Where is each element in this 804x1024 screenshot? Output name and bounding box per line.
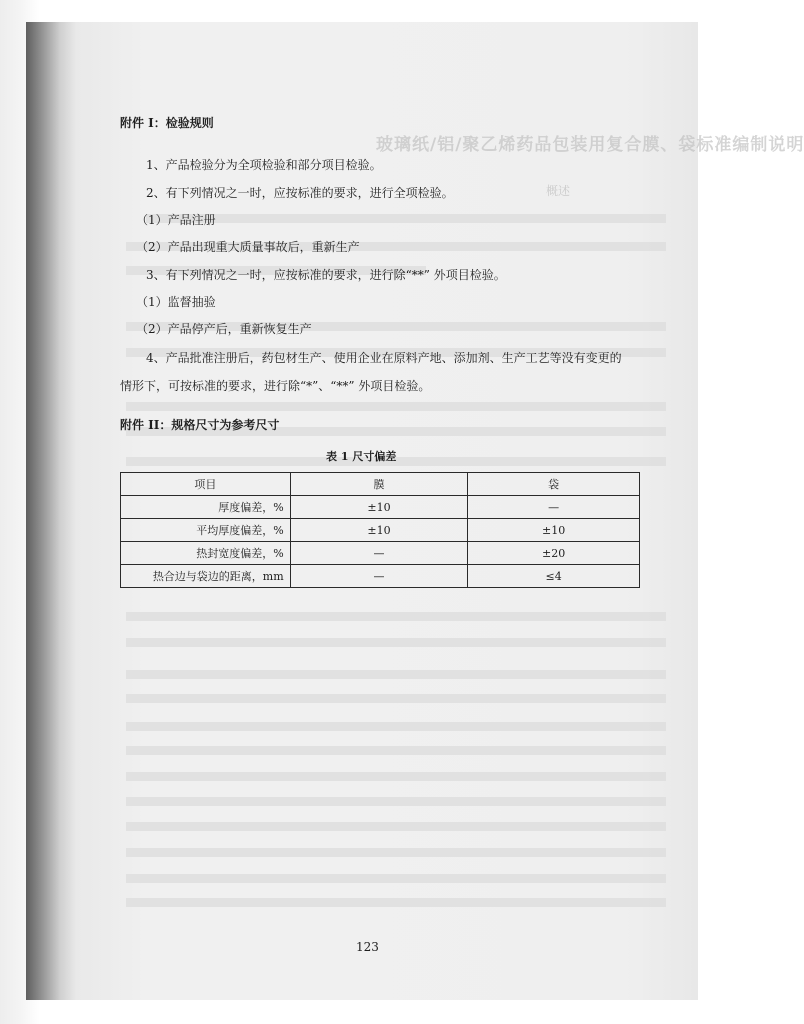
table-cell: 热合边与袋边的距离，mm (121, 565, 291, 588)
bleed-through-line (126, 898, 666, 907)
table-row (121, 542, 640, 565)
table-cell: ±20 (468, 542, 640, 565)
bleed-through-line (126, 822, 666, 831)
table-header-cell: 袋 (468, 473, 640, 496)
bleed-through-line (126, 694, 666, 703)
table-cell: ±10 (290, 496, 468, 519)
bleed-through-label: 概述 (546, 184, 571, 198)
table-cell: ±10 (290, 519, 468, 542)
bleed-through-line (126, 670, 666, 679)
rule-item: （2）产品出现重大质量事故后，重新生产 (136, 240, 360, 254)
table-cell: 厚度偏差，% (121, 496, 291, 519)
table-cell: — (468, 496, 640, 519)
table-header-cell: 项目 (121, 473, 291, 496)
table-row (121, 519, 640, 542)
table-header-cell: 膜 (290, 473, 468, 496)
appendix-2-title: 附件 II：规格尺寸为参考尺寸 (120, 418, 280, 432)
table-cell: 平均厚度偏差，% (121, 519, 291, 542)
rule-item: （2）产品停产后，重新恢复生产 (136, 322, 312, 336)
table-header-row (121, 473, 640, 496)
rule-item: （1）产品注册 (136, 213, 216, 227)
rule-item: 3、有下列情况之一时，应按标准的要求，进行除“**” 外项目检验。 (146, 268, 506, 282)
rule-item: （1）监督抽验 (136, 295, 216, 309)
table-cell: ±10 (468, 519, 640, 542)
rule-item: 1、产品检验分为全项检验和部分项目检验。 (146, 158, 382, 172)
document-page (26, 22, 804, 1000)
rule-item: 情形下，可按标准的要求，进行除“*”、“**” 外项目检验。 (120, 379, 431, 393)
bleed-through-title: 玻璃纸/铝/聚乙烯药品包装用复合膜、袋标准编制说明 (376, 135, 804, 155)
bleed-through-line (126, 638, 666, 647)
bleed-through-line (126, 746, 666, 755)
appendix-1-title: 附件 I：检验规则 (120, 116, 214, 130)
table-cell: ≤4 (468, 565, 640, 588)
rule-item: 4、产品批准注册后，药包材生产、使用企业在原料产地、添加剂、生产工艺等没有变更的 (146, 351, 622, 365)
rule-item: 2、有下列情况之一时，应按标准的要求，进行全项检验。 (146, 186, 454, 200)
table-row (121, 565, 640, 588)
bleed-through-line (126, 772, 666, 781)
bleed-through-line (126, 848, 666, 857)
bleed-through-line (126, 797, 666, 806)
table-row (121, 496, 640, 519)
table-cell: — (290, 542, 468, 565)
bleed-through-line (126, 722, 666, 731)
bleed-through-line (146, 214, 666, 223)
bleed-through-line (126, 612, 666, 621)
table-cell: 热封宽度偏差，% (121, 542, 291, 565)
dimension-table (120, 472, 640, 588)
page-number: 123 (356, 940, 379, 954)
bleed-through-line (126, 402, 666, 411)
bleed-through-line (126, 874, 666, 883)
table-caption: 表 1 尺寸偏差 (326, 450, 397, 463)
table-cell: — (290, 565, 468, 588)
